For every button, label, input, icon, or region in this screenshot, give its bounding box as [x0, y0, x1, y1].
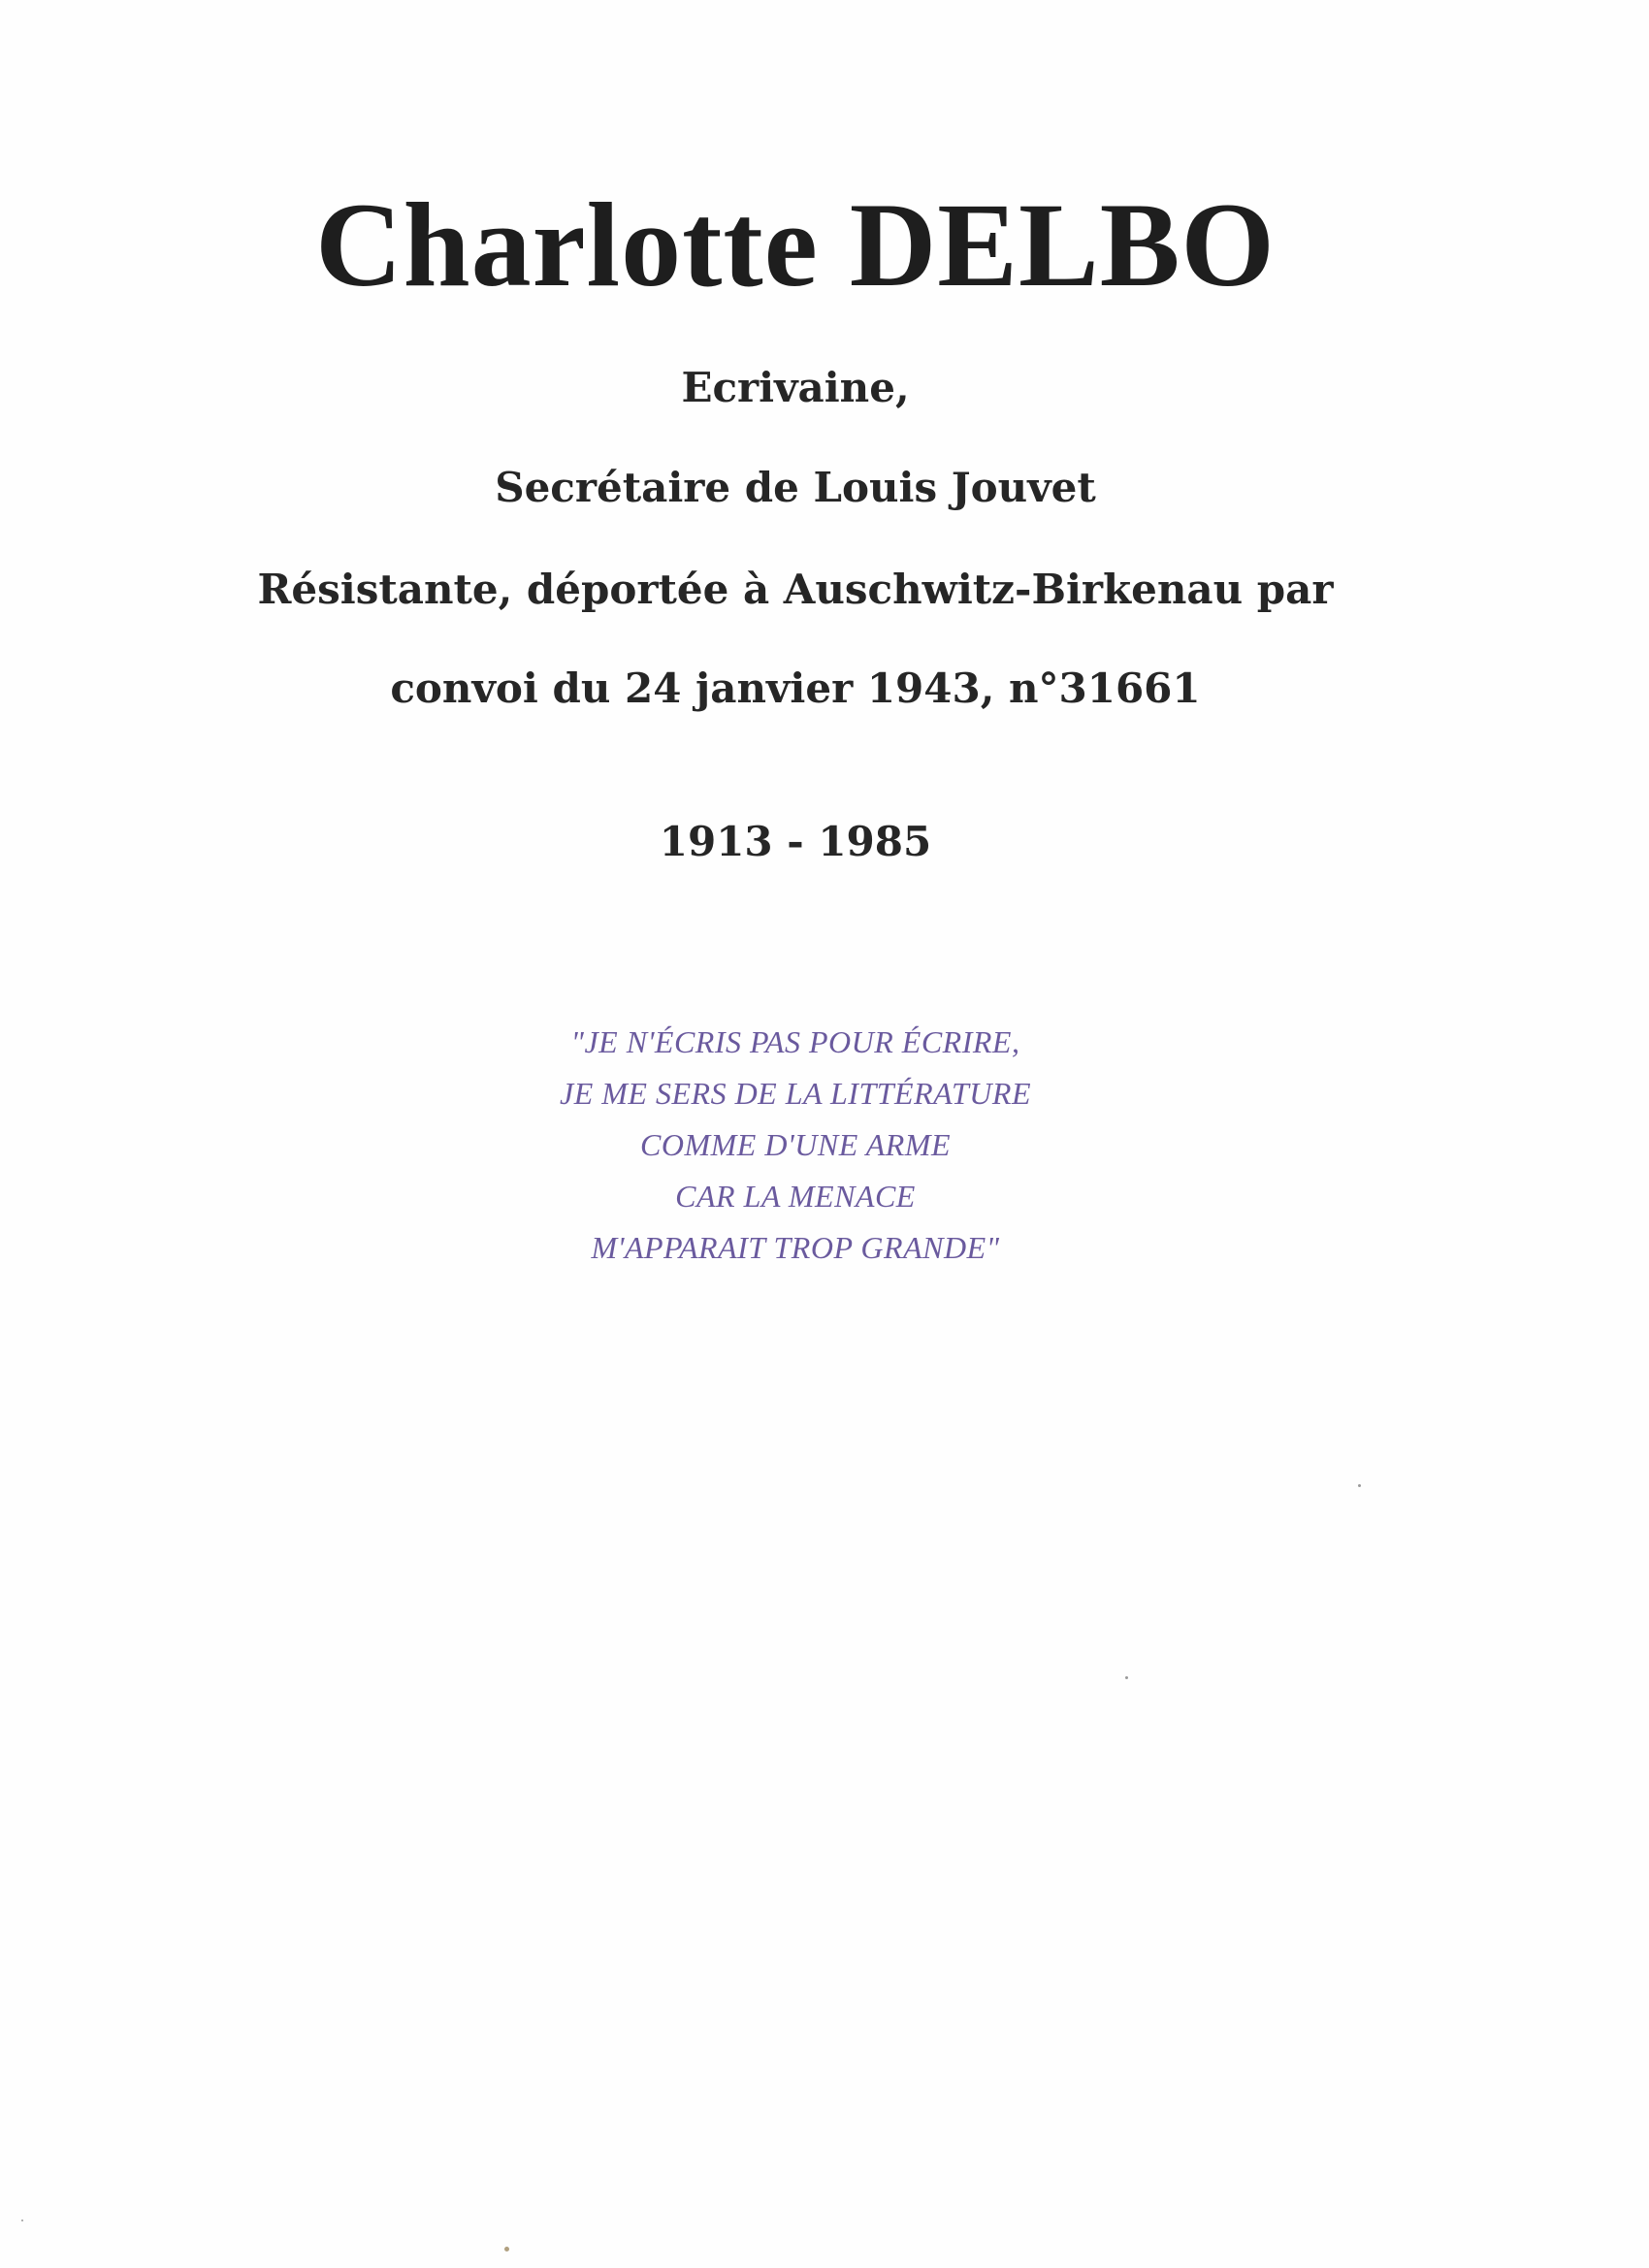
scan-speck	[21, 2219, 23, 2221]
life-dates: 1913 - 1985	[659, 818, 932, 865]
quote-line: M'APPARAIT TROP GRANDE"	[591, 1230, 1000, 1265]
quote-line: JE ME SERS DE LA LITTÉRATURE	[560, 1076, 1031, 1111]
subtitle-resistance: Résistante, déportée à Auschwitz-Birkenau par	[257, 566, 1334, 613]
quote-line: "JE N'ÉCRIS PAS POUR ÉCRIRE,	[570, 1024, 1020, 1059]
scan-speck	[1125, 1676, 1128, 1679]
quote-block	[0, 1017, 1591, 1274]
scan-speck	[504, 2247, 509, 2252]
subtitle-convoy: convoi du 24 janvier 1943, n°31661	[390, 664, 1201, 712]
scan-speck	[1358, 1484, 1361, 1487]
page-title: Charlotte DELBO	[315, 178, 1276, 311]
quote-line: COMME D'UNE ARME	[640, 1127, 951, 1162]
quote-line: CAR LA MENACE	[675, 1179, 916, 1214]
subtitle-occupation: Ecrivaine,	[681, 364, 910, 411]
subtitle-secretary: Secrétaire de Louis Jouvet	[495, 464, 1096, 511]
